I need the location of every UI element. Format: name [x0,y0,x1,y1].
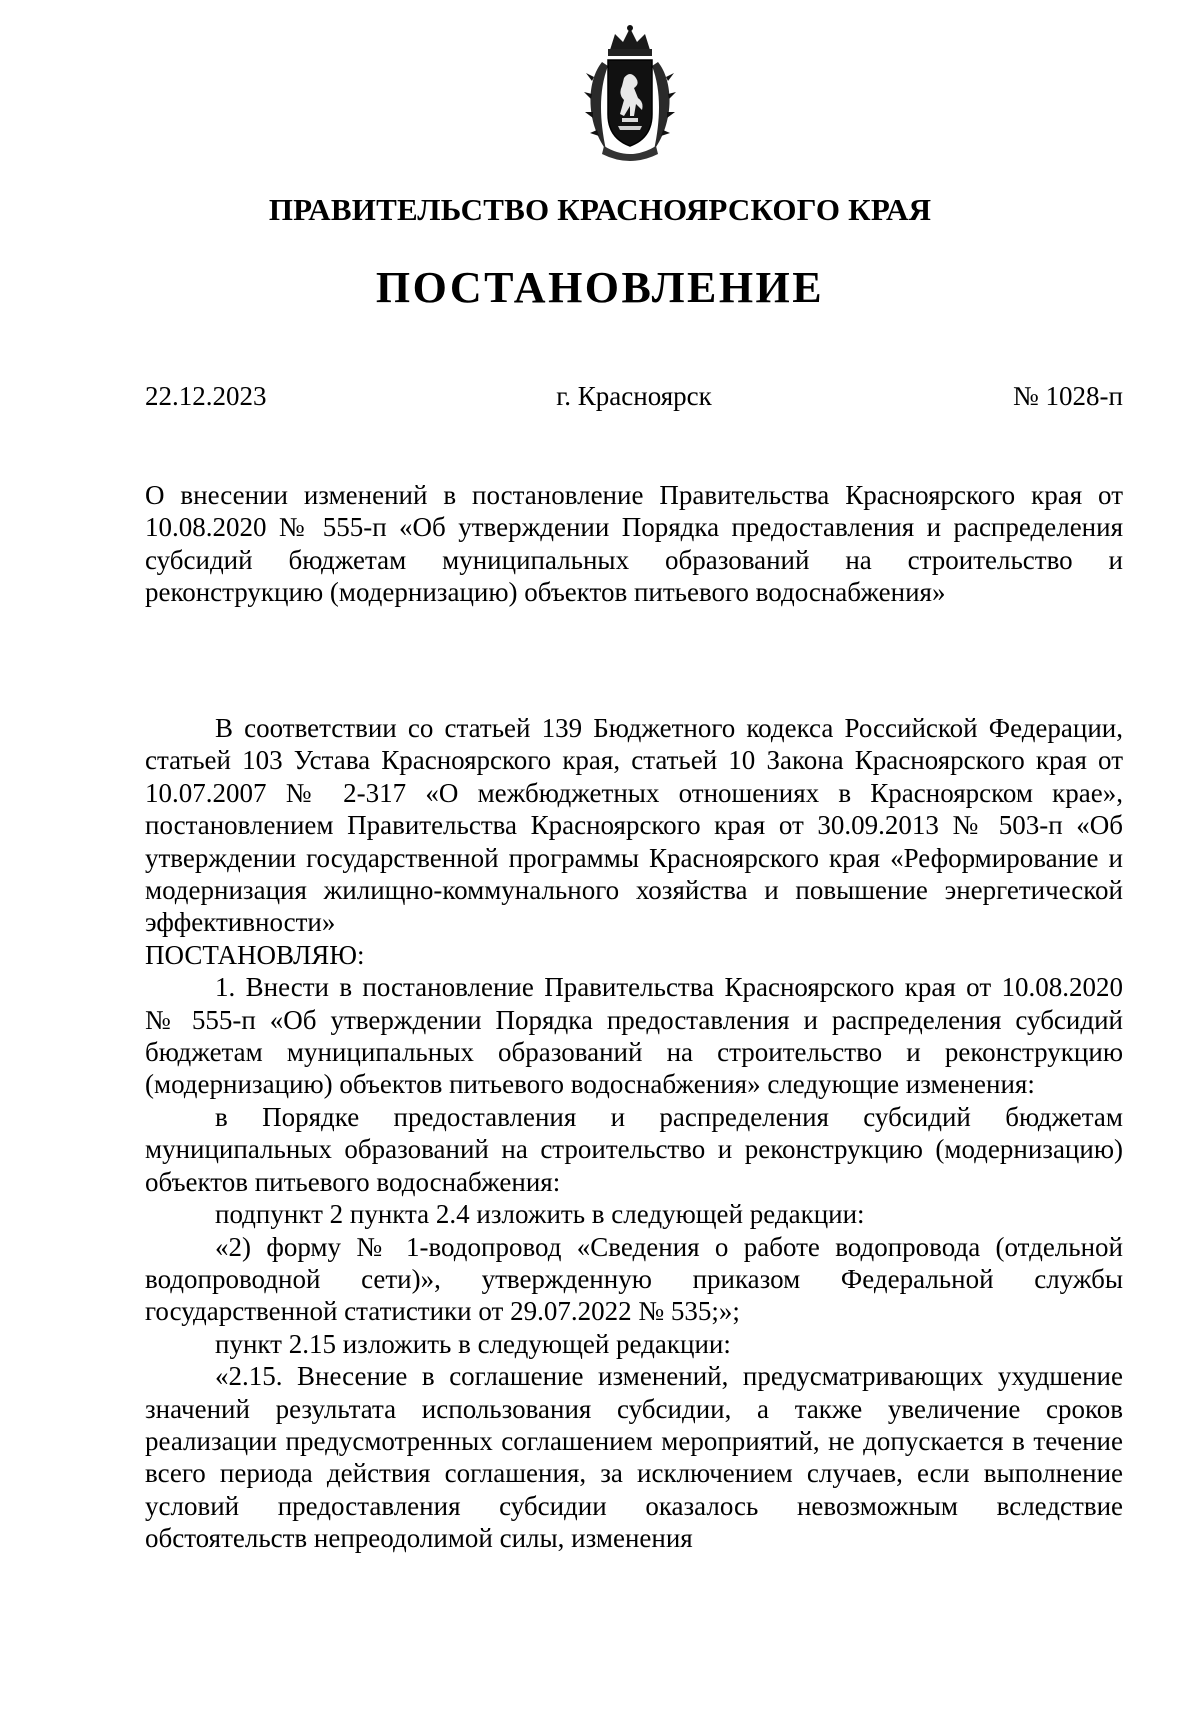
body-paragraph-item-1: 1. Внести в постановление Правительства Красноярского края от 10.08.2020 № 555-п «Об утверждении Порядка предоставления и распределения субсидий бюджетам муниципальных образований на строительство и реконструкцию (модернизацию) объектов питьевого водоснабжения» следующие изменения: [145,972,1123,1100]
document-number: № 1028-п [1013,381,1123,411]
coat-of-arms-emblem [580,22,680,167]
body-paragraph-item-2-15: пункт 2.15 изложить в следующей редакции: [215,1328,731,1359]
body-paragraph-subitem-2-4: подпункт 2 пункта 2.4 изложить в следующей редакции: [215,1199,865,1230]
body-paragraph-resolve: ПОСТАНОВЛЯЮ: [145,939,365,970]
document-body [145,712,1123,1555]
document-subject: О внесении изменений в постановление Правительства Красноярского края от 10.08.2020 № 555-п «Об утверждении Порядка предоставления и распределения субсидий бюджетам муниципальных образований на строительство и реконструкцию (модернизацию) объектов питьевого водоснабжения» [145,480,1123,608]
document-meta-line [145,381,1123,417]
document-city: г. Красноярск [556,381,712,411]
body-paragraph-legal-basis: В соответствии со статьей 139 Бюджетного кодекса Российской Федерации, статьей 103 Устава Красноярского края, статьей 10 Закона Красноярского края от 10.07.2007 № 2-317 «О межбюджетных отношениях в Красноярском крае», постановлением Правительства Красноярского края от 30.09.2013 № 503-п «Об утверждении государственной программы Красноярского края «Реформирование и модернизация жилищно-коммунального хозяйства и повышение энергетической эффективности» [145,713,1123,938]
body-paragraph-form-text: «2) форму № 1-водопровод «Сведения о работе водопровода (отдельной водопроводной сети)», утвержденную приказом Федеральной службы государственной статистики от 29.07.2022 № 535;»; [145,1231,1123,1327]
document-type-title: ПОСТАНОВЛЕНИЕ [375,263,825,312]
body-paragraph-procedure: в Порядке предоставления и распределения субсидий бюджетам муниципальных образований на строительство и реконструкцию (модернизацию) объектов питьевого водоснабжения: [145,1101,1123,1197]
organization-name: ПРАВИТЕЛЬСТВО КРАСНОЯРСКОГО КРАЯ [268,192,932,227]
body-paragraph-item-2-15-text: «2.15. Внесение в соглашение изменений, предусматривающих ухудшение значений результата использования субсидии, а также увеличение сроков реализации предусмотренных соглашением мероприятий, не допускается в течение всего периода действия соглашения, за исключением случаев, если выполнение условий предоставления субсидии оказалось невозможным вследствие обстоятельств непреодолимой силы, изменения [145,1361,1123,1554]
document-date: 22.12.2023 [145,381,267,411]
